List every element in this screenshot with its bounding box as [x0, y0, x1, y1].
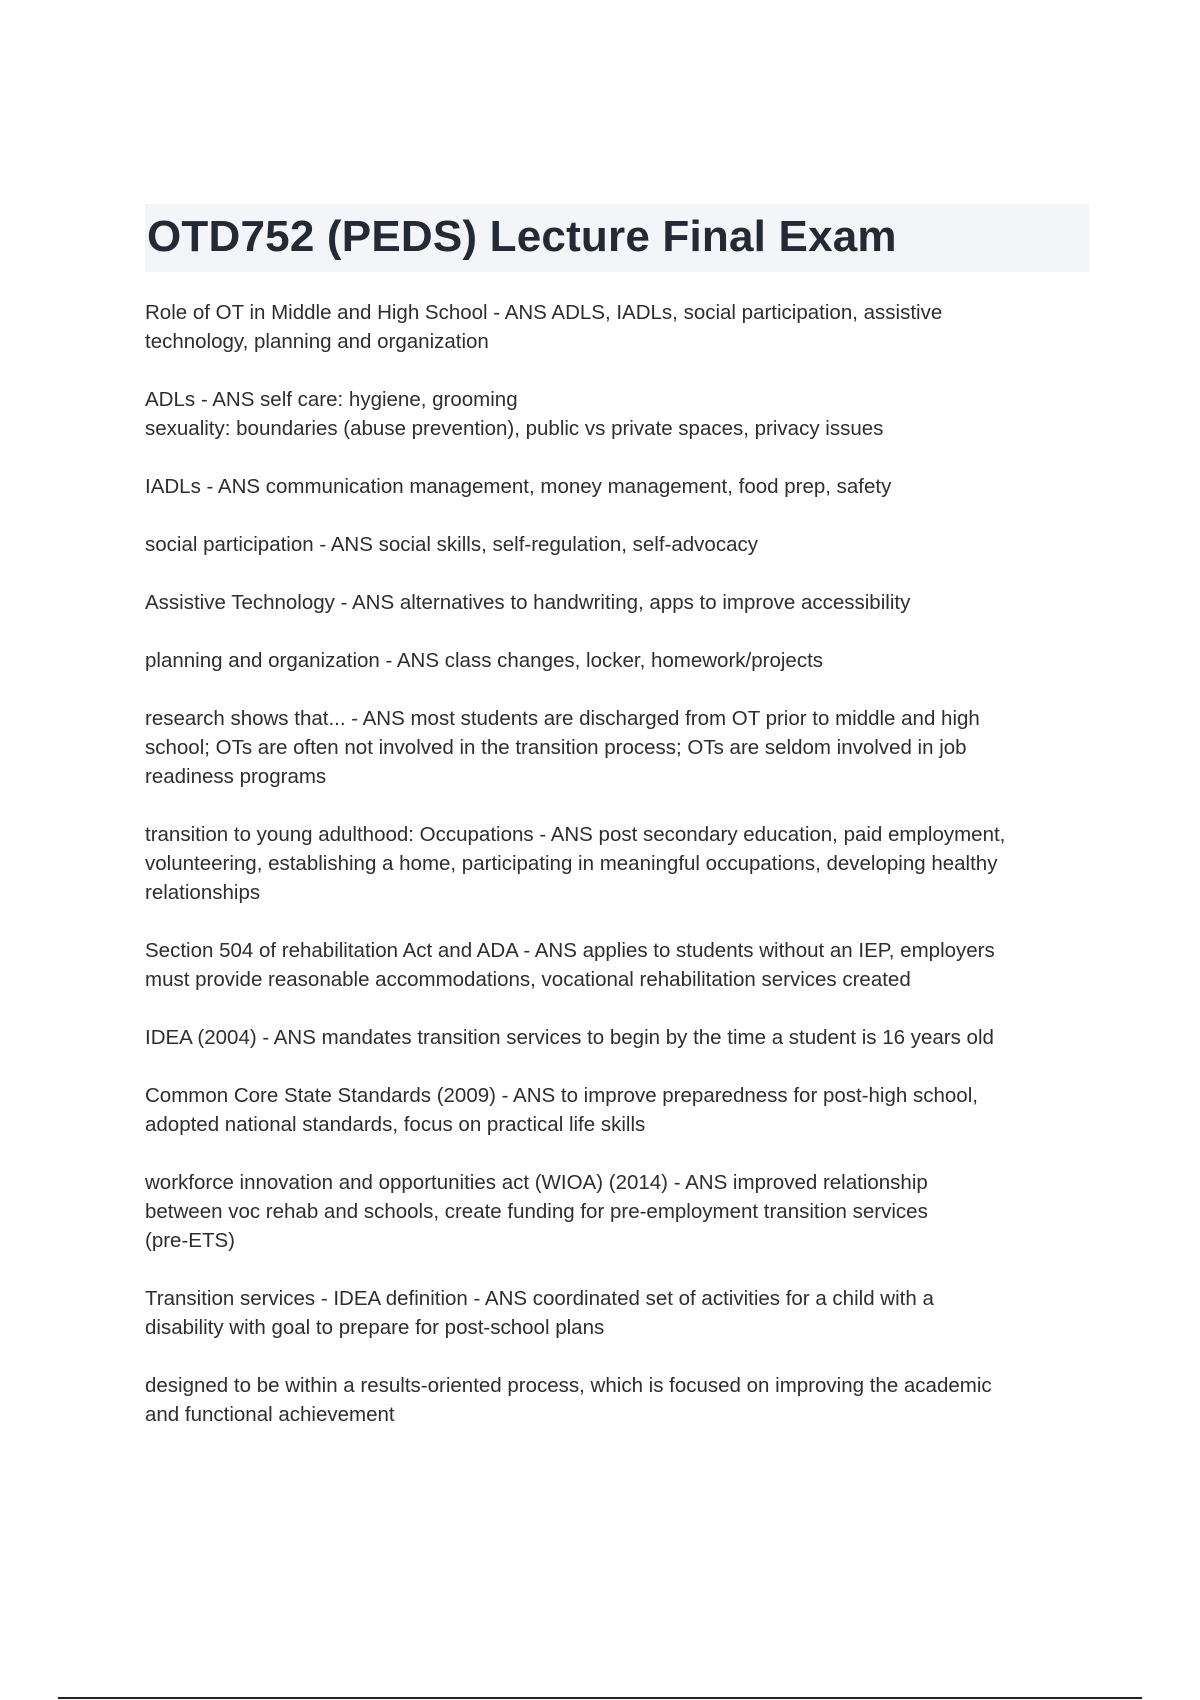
qa-entry: [145, 298, 1090, 356]
qa-entries-list: [145, 298, 1090, 1458]
entry-line: IADLs - ANS communication management, money management, food prep, safety: [145, 475, 892, 498]
entry-line: and functional achievement: [145, 1403, 395, 1426]
entry-line: Section 504 of rehabilitation Act and ADA - ANS applies to students without an IEP, employers: [145, 939, 995, 962]
entry-line: workforce innovation and opportunities act (WIOA) (2014) - ANS improved relationship: [145, 1171, 928, 1194]
entry-line: ADLs - ANS self care: hygiene, grooming: [145, 388, 518, 411]
entry-line: between voc rehab and schools, create funding for pre-employment transition services: [145, 1200, 928, 1223]
title-banner: [145, 204, 1089, 272]
qa-entry: [145, 704, 1090, 791]
entry-line: readiness programs: [145, 765, 327, 788]
footer-divider: [58, 1697, 1142, 1699]
entry-line: technology, planning and organization: [145, 330, 489, 353]
entry-line: Role of OT in Middle and High School - ANS ADLS, IADLs, social participation, assistive: [145, 301, 943, 324]
page-title: OTD752 (PEDS) Lecture Final Exam: [147, 212, 897, 261]
entry-line: Common Core State Standards (2009) - ANS to improve preparedness for post-high school,: [145, 1084, 978, 1107]
qa-entry: [145, 530, 1090, 559]
entry-line: (pre-ETS): [145, 1229, 235, 1252]
qa-entry: [145, 1284, 1090, 1342]
qa-entry: [145, 1081, 1090, 1139]
entry-line: research shows that... - ANS most students are discharged from OT prior to middle and high: [145, 707, 980, 730]
entry-line: social participation - ANS social skills, self-regulation, self-advocacy: [145, 533, 758, 556]
qa-entry: [145, 1023, 1090, 1052]
entry-line: adopted national standards, focus on practical life skills: [145, 1113, 646, 1136]
entry-line: IDEA (2004) - ANS mandates transition services to begin by the time a student is 16 years old: [145, 1026, 994, 1049]
entry-line: school; OTs are often not involved in the transition process; OTs are seldom involved in job: [145, 736, 967, 759]
entry-line: relationships: [145, 881, 261, 904]
entry-line: transition to young adulthood: Occupations - ANS post secondary education, paid employment,: [145, 823, 1006, 846]
entry-line: designed to be within a results-oriented process, which is focused on improving the academic: [145, 1374, 992, 1397]
qa-entry: [145, 472, 1090, 501]
entry-line: planning and organization - ANS class changes, locker, homework/projects: [145, 649, 824, 672]
qa-entry: [145, 936, 1090, 994]
entry-line: must provide reasonable accommodations, vocational rehabilitation services created: [145, 968, 911, 991]
qa-entry: [145, 588, 1090, 617]
qa-entry: [145, 1168, 1090, 1255]
entry-line: disability with goal to prepare for post-school plans: [145, 1316, 605, 1339]
qa-entry: [145, 1371, 1090, 1429]
entry-line: Assistive Technology - ANS alternatives to handwriting, apps to improve accessibility: [145, 591, 911, 614]
qa-entry: [145, 820, 1090, 907]
entry-line: sexuality: boundaries (abuse prevention), public vs private spaces, privacy issues: [145, 417, 884, 440]
qa-entry: [145, 646, 1090, 675]
qa-entry: [145, 385, 1090, 443]
entry-line: Transition services - IDEA definition - ANS coordinated set of activities for a child with a: [145, 1287, 934, 1310]
entry-line: volunteering, establishing a home, participating in meaningful occupations, developing healthy: [145, 852, 998, 875]
